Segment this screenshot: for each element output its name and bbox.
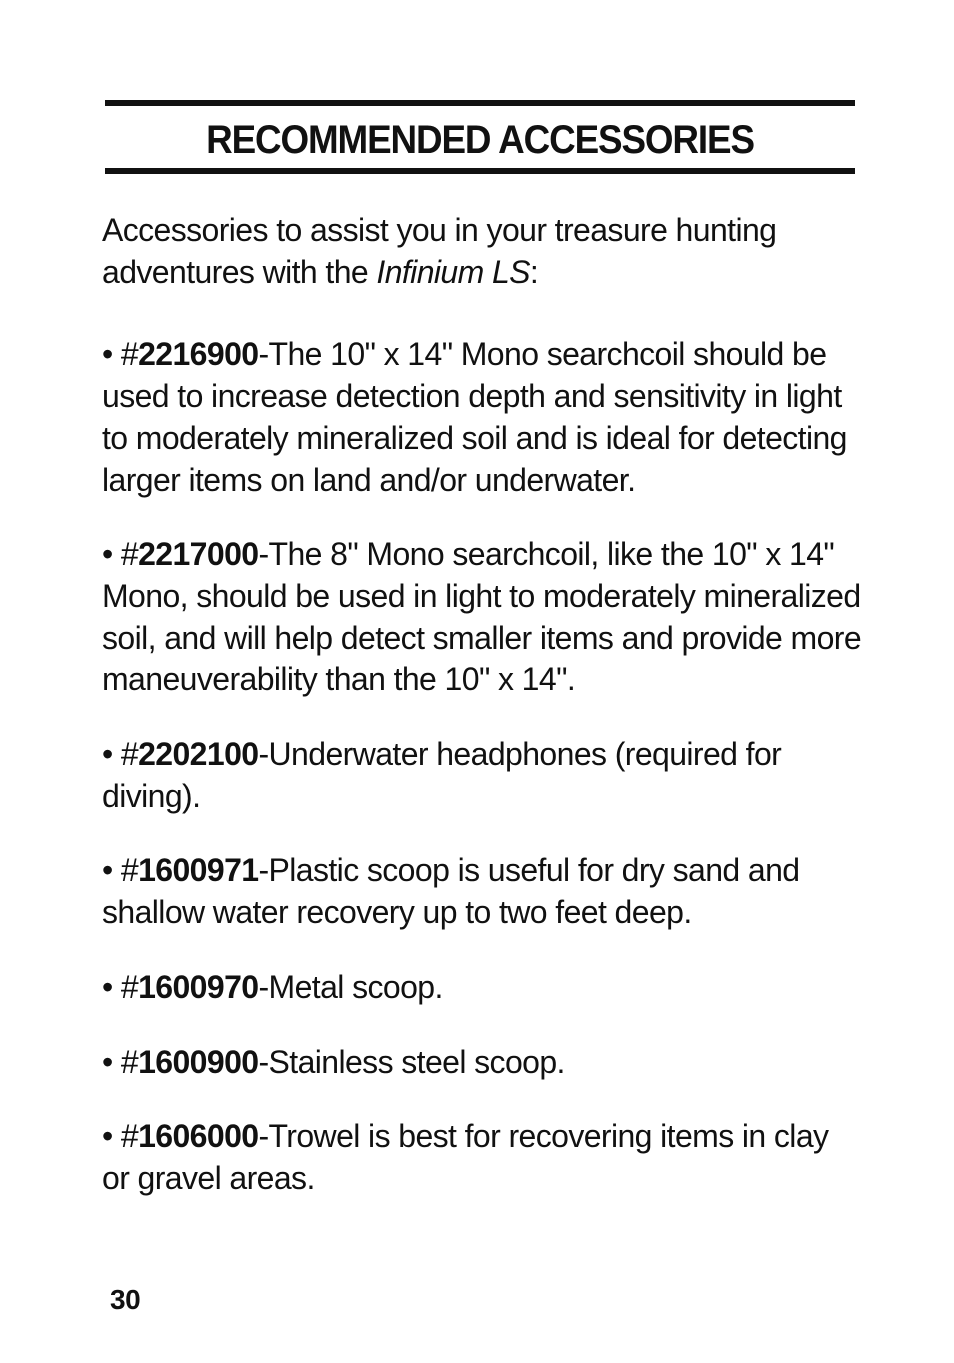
accessory-bullet: • #	[102, 536, 139, 573]
accessory-item	[102, 334, 862, 501]
part-number: 1606000	[138, 1118, 259, 1155]
part-number: 2202100	[138, 736, 259, 773]
accessory-description: -Underwater headphones (required for diving).	[102, 736, 782, 814]
part-number: 2216900	[138, 336, 259, 373]
accessory-bullet: • #	[102, 736, 139, 773]
part-number: 2217000	[138, 536, 259, 573]
accessory-description: -Plastic scoop is useful for dry sand and shallow water recovery up to two feet deep.	[102, 852, 800, 931]
accessory-bullet: • #	[102, 968, 139, 1005]
accessory-description: -Metal scoop.	[258, 968, 443, 1005]
accessory-bullet: • #	[102, 852, 139, 889]
page-number: 30	[110, 1284, 141, 1315]
accessory-bullet: • #	[102, 336, 139, 373]
accessory-description: -Stainless steel scoop.	[258, 1043, 565, 1080]
accessory-item	[102, 734, 862, 817]
accessory-item	[102, 534, 862, 701]
accessory-bullet: • #	[102, 1118, 139, 1155]
title-rule-bottom	[105, 168, 855, 174]
accessory-item	[102, 1042, 862, 1084]
accessories-content	[102, 210, 862, 1233]
accessory-item	[102, 850, 862, 933]
accessory-description: -The 8" Mono searchcoil, like the 10" x 14" Mono, should be used in light to moderately mineralized soil, and will help detect smaller items and provide more maneuverability than the 10" x 14".	[102, 536, 862, 698]
part-number: 1600900	[138, 1043, 259, 1080]
accessory-description: -The 10" x 14" Mono searchcoil should be used to increase detection depth and sensitivity in light to moderately mineralized soil and is ideal for detecting larger items on land and/or underwater.	[102, 336, 847, 498]
intro-text: Accessories to assist you in your treasure hunting adventures with the	[102, 212, 777, 290]
accessory-item	[102, 967, 862, 1009]
intro-paragraph	[102, 210, 862, 293]
accessory-description: -Trowel is best for recovering items in clay or gravel areas.	[102, 1118, 829, 1196]
page-title: RECOMMENDED ACCESSORIES	[206, 118, 754, 162]
intro-colon: :	[529, 253, 539, 290]
accessory-item	[102, 1116, 862, 1199]
accessory-bullet: • #	[102, 1043, 139, 1080]
title-rule-top	[105, 100, 855, 106]
part-number: 1600971	[138, 852, 259, 889]
part-number: 1600970	[138, 968, 259, 1005]
product-name: Infinium LS	[376, 253, 530, 290]
